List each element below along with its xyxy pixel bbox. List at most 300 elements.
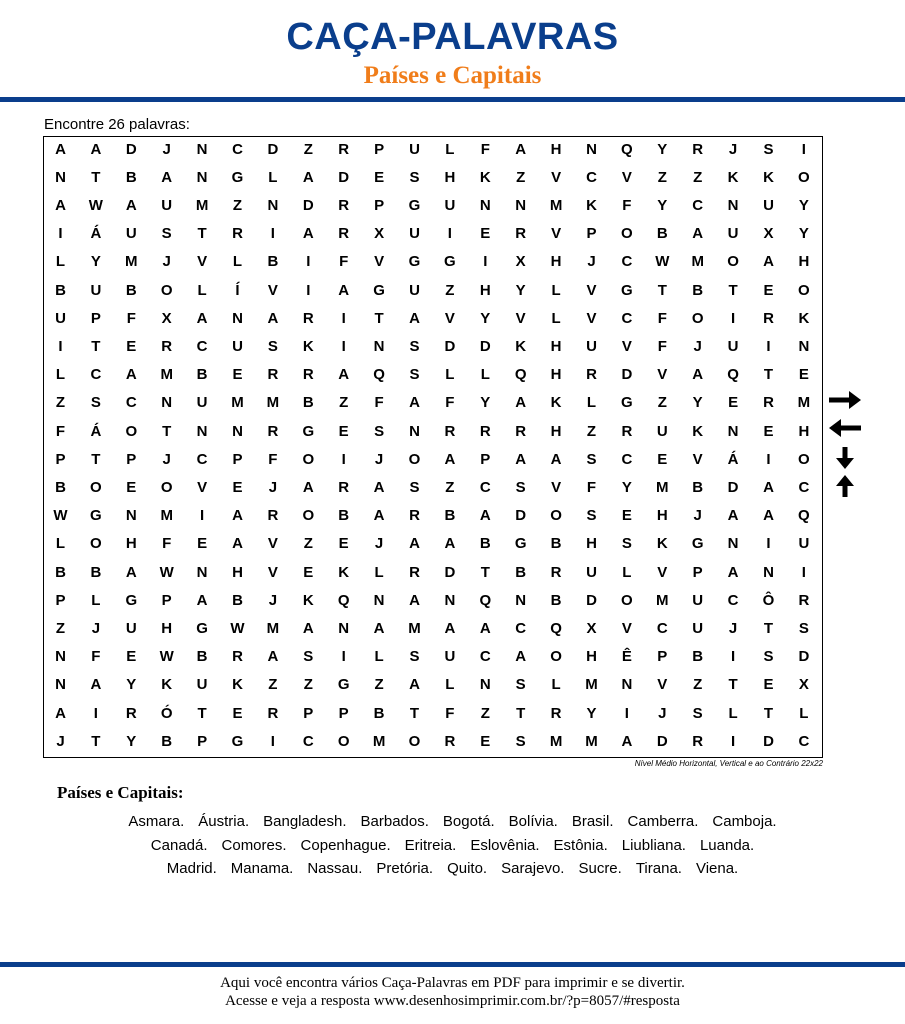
grid-letter: S: [692, 704, 703, 722]
grid-letter: Z: [480, 704, 490, 722]
grid-letter: B: [90, 563, 102, 581]
grid-letter: O: [550, 507, 562, 525]
grid-letter: E: [374, 168, 385, 186]
grid-letter: A: [373, 478, 385, 496]
grid-letter: A: [479, 507, 491, 525]
grid-letter: C: [798, 478, 810, 496]
grid-letter: P: [232, 450, 243, 468]
grid-letter: H: [550, 366, 562, 384]
grid-letter: J: [91, 619, 101, 637]
word-list-title: Países e Capitais:: [57, 783, 184, 802]
grid-letter: U: [409, 225, 420, 243]
grid-letter: B: [338, 507, 350, 525]
grid-letter: K: [338, 563, 350, 581]
word-item: Brasil.: [571, 813, 614, 830]
grid-letter: Z: [693, 168, 703, 186]
grid-letter: B: [125, 281, 137, 299]
grid-letter: I: [766, 450, 771, 468]
grid-letter: O: [691, 309, 704, 327]
grid-letter: H: [232, 563, 243, 581]
grid-letter: H: [444, 168, 456, 186]
grid-letter: A: [479, 619, 491, 637]
grid-letter: Q: [621, 140, 633, 158]
word-item: Liubliana.: [621, 836, 686, 854]
grid-letter: T: [763, 366, 774, 384]
grid-letter: E: [232, 704, 243, 722]
grid-letter: U: [692, 591, 704, 609]
grid-letter: A: [302, 619, 314, 637]
word-list-line: [40, 834, 865, 858]
grid-letter: P: [303, 704, 314, 722]
grid-letter: O: [337, 732, 350, 750]
grid-letter: R: [338, 140, 350, 158]
grid-letter: V: [692, 450, 703, 468]
grid-letter: L: [799, 704, 809, 722]
grid-letter: R: [763, 309, 774, 327]
grid-letter: J: [587, 253, 596, 271]
grid-letter: T: [409, 704, 420, 722]
word-item: Camberra.: [627, 813, 699, 830]
grid-letter: J: [693, 337, 702, 355]
grid-letter: E: [480, 225, 491, 243]
grid-letter: M: [231, 394, 244, 412]
grid-letter: U: [196, 394, 208, 412]
grid-letter: M: [585, 732, 598, 750]
grid-letter: E: [763, 281, 774, 299]
grid-letter: U: [692, 619, 704, 637]
grid-letter: A: [692, 225, 704, 243]
grid-letter: L: [55, 253, 66, 271]
grid-letter: K: [550, 394, 562, 412]
grid-letter: E: [197, 535, 208, 553]
grid-letter: G: [621, 281, 633, 299]
grid-letter: J: [658, 704, 667, 722]
word-item: Bogotá.: [442, 813, 495, 830]
grid-letter: H: [479, 281, 491, 299]
grid-letter: R: [692, 140, 704, 158]
grid-letter: J: [162, 450, 171, 468]
grid-letter: Y: [657, 196, 668, 214]
grid-letter: N: [444, 591, 456, 609]
grid-letter: S: [409, 168, 420, 186]
grid-letter: F: [55, 422, 66, 440]
grid-letter: C: [196, 337, 208, 355]
word-item: Nassau.: [307, 860, 363, 877]
grid-letter: N: [196, 422, 208, 440]
grid-letter: B: [267, 253, 279, 271]
grid-letter: L: [55, 535, 66, 553]
grid-letter: O: [621, 225, 633, 243]
grid-letter: A: [763, 478, 774, 496]
grid-letter: Á: [90, 422, 102, 440]
grid-letter: A: [232, 507, 243, 525]
grid-letter: B: [692, 281, 704, 299]
grid-letter: Y: [126, 676, 137, 694]
grid-letter: U: [444, 648, 456, 666]
grid-letter: Y: [480, 309, 491, 327]
grid-letter: V: [657, 366, 668, 384]
grid-letter: D: [798, 648, 810, 666]
grid-letter: P: [374, 196, 385, 214]
word-item: Quito.: [447, 860, 488, 877]
grid-letter: C: [621, 309, 633, 327]
grid-letter: O: [160, 281, 173, 299]
grid-letter: H: [798, 422, 810, 440]
grid-letter: S: [586, 450, 597, 468]
grid-letter: B: [692, 478, 704, 496]
grid-letter: V: [197, 478, 208, 496]
grid-letter: R: [267, 704, 279, 722]
grid-letter: S: [621, 535, 632, 553]
grid-letter: Z: [303, 535, 313, 553]
grid-letter: A: [302, 225, 314, 243]
grid-letter: A: [302, 478, 314, 496]
grid-letter: T: [91, 337, 101, 355]
grid-letter: R: [692, 732, 704, 750]
grid-letter: B: [373, 704, 385, 722]
grid-letter: R: [338, 478, 350, 496]
grid-letter: U: [196, 676, 208, 694]
grid-letter: B: [550, 535, 562, 553]
grid-letter: E: [126, 648, 137, 666]
grid-letter: S: [161, 225, 172, 243]
grid-letter: H: [161, 619, 173, 637]
grid-letter: L: [551, 309, 561, 327]
grid-letter: Í: [235, 281, 240, 299]
grid-letter: K: [302, 591, 314, 609]
grid-letter: B: [232, 591, 243, 609]
grid-letter: N: [267, 196, 279, 214]
grid-letter: D: [515, 507, 527, 525]
grid-letter: X: [161, 309, 172, 327]
grid-letter: B: [515, 563, 527, 581]
grid-letter: S: [409, 337, 420, 355]
grid-letter: V: [374, 253, 385, 271]
grid-letter: F: [657, 337, 667, 355]
grid-letter: A: [763, 507, 774, 525]
word-item: Eritreia.: [404, 836, 457, 854]
grid-letter: T: [480, 563, 490, 581]
grid-letter: N: [515, 591, 527, 609]
grid-letter: M: [797, 394, 811, 412]
grid-letter: N: [515, 196, 527, 214]
word-item: Sucre.: [578, 860, 622, 877]
grid-letter: C: [479, 478, 491, 496]
grid-letter: P: [692, 563, 703, 581]
grid-letter: I: [766, 535, 771, 553]
grid-letter: I: [447, 225, 452, 243]
grid-letter: I: [801, 563, 806, 581]
grid-letter: I: [731, 648, 736, 666]
grid-letter: L: [728, 704, 738, 722]
grid-letter: S: [303, 648, 314, 666]
grid-letter: A: [338, 281, 350, 299]
grid-letter: J: [56, 732, 65, 750]
grid-letter: P: [126, 450, 137, 468]
grid-letter: P: [374, 140, 385, 158]
grid-letter: N: [373, 337, 385, 355]
grid-letter: A: [515, 648, 527, 666]
grid-letter: E: [798, 366, 809, 384]
grid-letter: G: [621, 394, 633, 412]
word-item: Pretória.: [376, 860, 434, 877]
grid-letter: Ô: [762, 591, 775, 609]
grid-letter: N: [232, 422, 243, 440]
grid-letter: I: [200, 507, 205, 525]
grid-letter: N: [727, 535, 739, 553]
grid-letter: R: [338, 225, 350, 243]
word-item: Manama.: [230, 860, 294, 877]
grid-letter: C: [727, 591, 739, 609]
footer-line-2: Acesse e veja a resposta www.desenhosimprimir.com.br/?p=8057/#resposta: [225, 993, 680, 1009]
grid-letter: H: [125, 535, 137, 553]
grid-letter: I: [624, 704, 629, 722]
grid-letter: R: [444, 422, 456, 440]
grid-letter: P: [480, 450, 491, 468]
grid-letter: O: [125, 422, 138, 440]
grid-letter: M: [656, 591, 669, 609]
grid-letter: B: [161, 732, 173, 750]
grid-letter: O: [727, 253, 739, 271]
grid-letter: A: [515, 140, 527, 158]
word-item: Bolívia.: [508, 813, 558, 830]
grid-letter: G: [231, 168, 244, 186]
grid-letter: N: [727, 196, 739, 214]
grid-letter: C: [479, 648, 491, 666]
grid-letter: P: [55, 591, 66, 609]
grid-letter: K: [763, 168, 774, 186]
grid-letter: Z: [657, 394, 667, 412]
grid-letter: W: [655, 253, 670, 271]
grid-letter: T: [162, 422, 172, 440]
grid-letter: T: [657, 281, 667, 299]
word-item: Luanda.: [699, 836, 755, 854]
grid-letter: E: [232, 366, 243, 384]
grid-letter: J: [693, 507, 702, 525]
grid-letter: A: [302, 168, 314, 186]
grid-letter: A: [125, 196, 137, 214]
grid-letter: M: [691, 253, 704, 271]
grid-letter: N: [196, 140, 208, 158]
grid-letter: Q: [373, 366, 385, 384]
grid-letter: A: [90, 140, 102, 158]
grid-letter: C: [196, 450, 208, 468]
grid-letter: V: [515, 309, 526, 327]
word-list-line: [40, 857, 865, 881]
grid-letter: K: [515, 337, 527, 355]
grid-letter: D: [586, 591, 597, 609]
grid-letter: A: [90, 676, 102, 694]
grid-letter: Q: [479, 591, 492, 609]
grid-letter: U: [125, 619, 137, 637]
word-item: Bangladesh.: [263, 813, 347, 830]
grid-letter: S: [267, 337, 278, 355]
grid-letter: U: [125, 225, 137, 243]
grid-letter: S: [374, 422, 385, 440]
grid-letter: V: [586, 309, 597, 327]
grid-letter: G: [408, 196, 421, 214]
word-item: Camboja.: [712, 813, 777, 830]
grid-letter: A: [409, 535, 420, 553]
word-item: Tirana.: [635, 860, 682, 877]
grid-letter: I: [731, 309, 736, 327]
grid-letter: Y: [657, 140, 668, 158]
grid-letter: U: [727, 337, 739, 355]
grid-letter: H: [550, 253, 562, 271]
page-subtitle: Países e Capitais: [363, 62, 542, 89]
grid-letter: T: [728, 281, 738, 299]
grid-letter: V: [621, 337, 632, 355]
grid-letter: L: [374, 648, 384, 666]
grid-letter: Ó: [160, 704, 173, 722]
grid-letter: A: [267, 648, 279, 666]
grid-letter: J: [728, 140, 738, 158]
grid-letter: C: [302, 732, 314, 750]
grid-letter: T: [197, 704, 207, 722]
grid-letter: D: [444, 563, 456, 581]
grid-letter: T: [763, 704, 774, 722]
grid-letter: N: [763, 563, 774, 581]
grid-letter: O: [160, 478, 173, 496]
grid-letter: I: [270, 732, 275, 750]
grid-letter: V: [657, 676, 668, 694]
grid-letter: R: [515, 422, 527, 440]
grid-letter: D: [479, 337, 491, 355]
grid-letter: B: [692, 648, 704, 666]
word-item: Eslovênia.: [470, 836, 540, 854]
grid-letter: S: [586, 507, 597, 525]
grid-letter: A: [267, 309, 279, 327]
grid-letter: Z: [55, 394, 66, 412]
grid-letter: A: [444, 450, 456, 468]
grid-letter: P: [161, 591, 172, 609]
grid-letter: G: [302, 422, 315, 440]
grid-letter: F: [374, 394, 384, 412]
grid-letter: Z: [374, 676, 384, 694]
word-list-line: [40, 810, 865, 834]
grid-letter: R: [267, 507, 279, 525]
grid-letter: U: [586, 563, 597, 581]
grid-letter: R: [267, 422, 279, 440]
grid-letter: R: [763, 394, 774, 412]
grid-letter: N: [409, 422, 420, 440]
grid-letter: I: [341, 450, 346, 468]
grid-letter: Y: [692, 394, 703, 412]
grid-letter: L: [91, 591, 101, 609]
grid-letter: H: [550, 337, 562, 355]
grid-letter: R: [409, 563, 420, 581]
grid-letter: H: [656, 507, 668, 525]
grid-letter: L: [586, 394, 597, 412]
grid-letter: M: [160, 507, 173, 525]
grid-letter: S: [515, 676, 526, 694]
grid-letter: G: [514, 535, 527, 553]
grid-letter: R: [338, 196, 350, 214]
grid-letter: P: [197, 732, 208, 750]
grid-letter: N: [479, 196, 491, 214]
grid-letter: F: [622, 196, 632, 214]
grid-letter: T: [516, 704, 526, 722]
grid-letter: D: [763, 732, 774, 750]
grid-letter: R: [267, 366, 279, 384]
grid-letter: V: [621, 619, 632, 637]
grid-letter: O: [550, 648, 562, 666]
grid-letter: Á: [727, 450, 739, 468]
grid-letter: M: [372, 732, 386, 750]
grid-letter: E: [657, 450, 668, 468]
instructions: Encontre 26 palavras:: [44, 116, 190, 133]
grid-letter: E: [126, 478, 137, 496]
grid-letter: M: [125, 253, 138, 271]
grid-letter: C: [232, 140, 243, 158]
grid-letter: Z: [445, 478, 455, 496]
grid-letter: L: [445, 676, 455, 694]
grid-letter: I: [731, 732, 736, 750]
grid-letter: A: [550, 450, 562, 468]
grid-letter: A: [196, 591, 208, 609]
grid-letter: W: [230, 619, 245, 637]
grid-letter: Z: [657, 168, 667, 186]
grid-letter: U: [232, 337, 243, 355]
grid-letter: B: [196, 366, 208, 384]
grid-letter: S: [409, 648, 420, 666]
grid-letter: Z: [303, 676, 313, 694]
arrow-left-icon: [827, 416, 863, 440]
grid-letter: U: [656, 422, 668, 440]
grid-letter: F: [339, 253, 349, 271]
grid-letter: S: [515, 732, 526, 750]
grid-letter: Z: [445, 281, 455, 299]
grid-letter: M: [266, 394, 280, 412]
grid-letter: I: [483, 253, 488, 271]
grid-letter: U: [798, 535, 810, 553]
grid-letter: A: [409, 394, 420, 412]
grid-letter: A: [232, 535, 243, 553]
grid-letter: A: [515, 394, 527, 412]
grid-letter: A: [161, 168, 173, 186]
bottom-divider: [0, 962, 905, 967]
grid-letter: C: [125, 394, 137, 412]
grid-letter: C: [656, 619, 668, 637]
grid-letter: Z: [693, 676, 703, 694]
grid-letter: R: [479, 422, 491, 440]
grid-letter: O: [302, 507, 315, 525]
grid-letter: K: [479, 168, 491, 186]
grid-letter: B: [302, 394, 314, 412]
grid-letter: L: [55, 366, 66, 384]
grid-letter: C: [586, 168, 597, 186]
grid-letter: B: [444, 507, 456, 525]
grid-letter: D: [338, 168, 350, 186]
grid-letter: R: [550, 704, 562, 722]
grid-letter: A: [409, 591, 420, 609]
grid-letter: A: [338, 366, 350, 384]
grid-letter: O: [302, 450, 315, 468]
grid-letter: A: [727, 507, 739, 525]
grid-letter: N: [125, 507, 137, 525]
grid-letter: J: [268, 478, 278, 496]
grid-letter: A: [763, 253, 774, 271]
grid-letter: G: [337, 676, 350, 694]
grid-letter: T: [91, 732, 101, 750]
grid-letter: Q: [727, 366, 739, 384]
grid-letter: U: [444, 196, 456, 214]
grid-letter: I: [341, 309, 346, 327]
grid-letter: V: [657, 563, 668, 581]
grid-letter: Y: [586, 704, 597, 722]
grid-letter: G: [373, 281, 385, 299]
word-search-grid: [43, 136, 823, 758]
